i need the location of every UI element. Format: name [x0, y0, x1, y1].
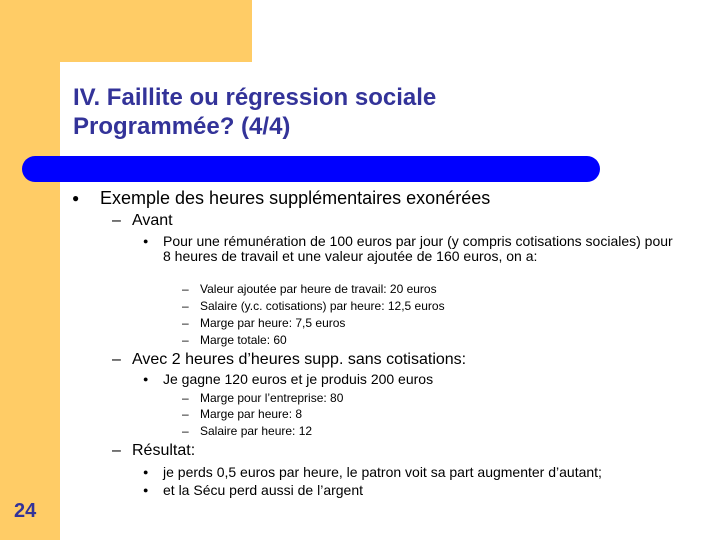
dash-icon: – — [112, 351, 121, 368]
bullet-dot-icon: ● — [143, 467, 149, 477]
dash-icon: – — [182, 407, 189, 421]
bullet-dot-icon: ● — [143, 236, 149, 246]
title-divider-bar — [22, 156, 600, 182]
top-accent-block — [60, 0, 252, 62]
list-item-text: Salaire (y.c. cotisations) par heure: 12,5 euros — [200, 299, 445, 313]
dash-icon: – — [182, 333, 189, 347]
dash-icon: – — [182, 316, 189, 330]
list-item-text: Marge pour l’entreprise: 80 — [200, 391, 344, 405]
slide-title: IV. Faillite ou régression sociale Programmée? (4/4) — [73, 84, 437, 140]
list-item-text: Marge par heure: 7,5 euros — [200, 316, 346, 330]
avec-bullet-text: Je gagne 120 euros et je produis 200 euros — [163, 371, 434, 387]
left-accent-band — [0, 0, 60, 540]
section-avec-label: Avec 2 heures d’heures supp. sans cotisations: — [132, 351, 467, 368]
dash-icon: – — [112, 442, 121, 459]
dash-icon: – — [182, 391, 189, 405]
list-item-text: Valeur ajoutée par heure de travail: 20 euros — [200, 282, 437, 296]
dash-icon: – — [182, 299, 189, 313]
dash-icon: – — [182, 282, 189, 296]
bullet-dot-icon: ● — [143, 374, 149, 384]
avant-bullet-text: Pour une rémunération de 100 euros par jour (y compris cotisations sociales) pour 8 heures de travail et une valeur ajoutée de 160 euros, on a: — [163, 233, 673, 264]
bullet-dot-icon: ● — [143, 485, 149, 495]
dash-icon: – — [112, 212, 121, 229]
resultat-bullet-text: je perds 0,5 euros par heure, le patron voit sa part augmenter d’autant; — [163, 464, 602, 480]
list-item-text: Marge totale: 60 — [200, 333, 287, 347]
dash-icon: – — [182, 424, 189, 438]
list-item-text: Marge par heure: 8 — [200, 407, 303, 421]
resultat-bullet-text: et la Sécu perd aussi de l’argent — [163, 482, 364, 498]
main-bullet-text: Exemple des heures supplémentaires exonérées — [100, 188, 491, 208]
section-resultat-label: Résultat: — [132, 442, 196, 459]
bullet-dot-icon: ● — [72, 191, 80, 205]
list-item-text: Salaire par heure: 12 — [200, 424, 313, 438]
slide-number: 24 — [14, 500, 37, 522]
section-avant-label: Avant — [132, 212, 173, 229]
